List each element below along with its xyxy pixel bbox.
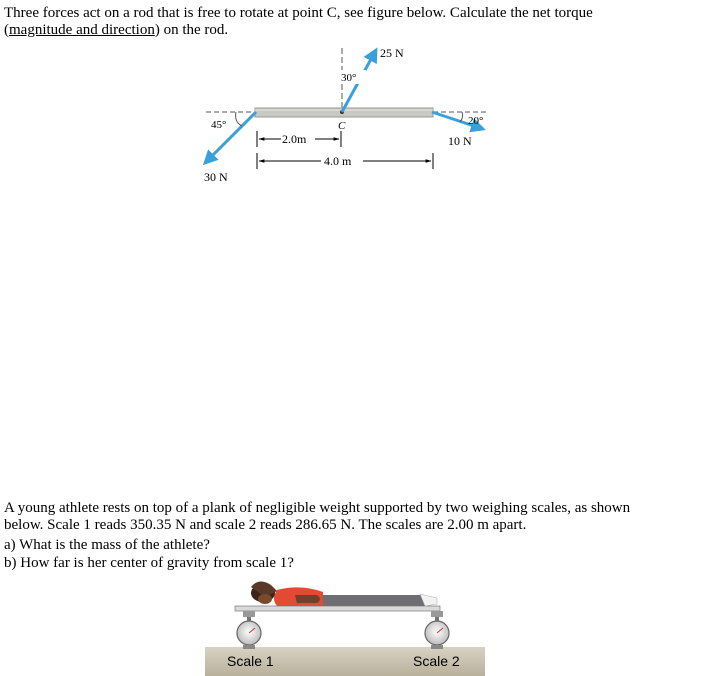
problem2-line2: below. Scale 1 reads 350.35 N and scale 2 reads 286.65 N. The scales are 2.00 m apart.	[4, 517, 527, 533]
dim-short-label: 2.0m	[282, 132, 307, 146]
problem1-end: ) on the rod.	[154, 22, 229, 38]
paren-open: (	[4, 22, 9, 38]
dim-long-label: 4.0 m	[324, 154, 352, 168]
problem1-line1: Three forces act on a rod that is free to rotate at point C, see figure below. Calculate the net torque	[4, 5, 593, 21]
athlete	[251, 581, 437, 606]
scale1-label: Scale 1	[227, 653, 274, 669]
direction-word: direction	[101, 22, 155, 38]
pivot-label: C	[338, 120, 346, 132]
magnitude-word: magnitude	[9, 22, 73, 38]
problem1-text	[4, 5, 704, 39]
force-right-label: 10 N	[448, 134, 472, 148]
angle-left-label: 45°	[211, 119, 227, 131]
force-left-label: 30 N	[204, 170, 228, 184]
question-a: a) What is the mass of the athlete?	[4, 537, 210, 553]
angle-top-label: 30°	[341, 72, 357, 84]
problem2-line1: A young athlete rests on top of a plank of negligible weight supported by two weighing scales, as shown	[4, 500, 631, 516]
force-top-label: 25 N	[380, 46, 404, 60]
plank	[235, 606, 440, 611]
torque-figure	[0, 40, 714, 200]
problem2-text	[4, 500, 709, 534]
question-b: b) How far is her center of gravity from scale 1?	[4, 555, 294, 571]
and-word: and	[72, 22, 102, 38]
angle-right-label: 20°	[468, 115, 484, 127]
scale2-label: Scale 2	[413, 653, 460, 669]
athlete-figure	[205, 575, 485, 676]
